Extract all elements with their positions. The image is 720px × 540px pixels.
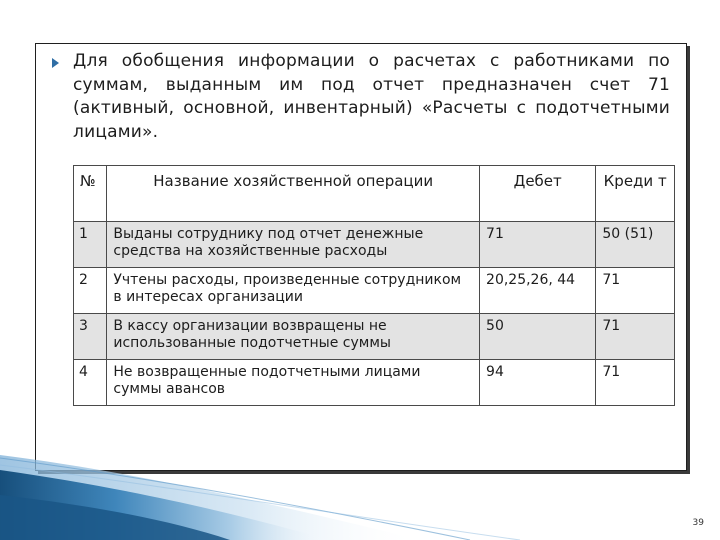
table-row xyxy=(74,222,675,268)
row-credit: 71 xyxy=(596,268,675,314)
row-debit: 50 xyxy=(480,314,596,360)
row-debit: 94 xyxy=(480,360,596,406)
row-debit: 71 xyxy=(480,222,596,268)
row-operation: Выданы сотруднику под отчет денежные средства на хозяйственные расходы xyxy=(107,222,480,268)
row-credit: 50 (51) xyxy=(596,222,675,268)
row-operation: Учтены расходы, произведенные сотрудником в интересах организации xyxy=(107,268,480,314)
header-operation-name: Название хозяйственной операции xyxy=(107,166,480,222)
row-debit: 20,25,26, 44 xyxy=(480,268,596,314)
intro-paragraph: Для обобщения информации о расчетах с работниками по суммам, выданным им под отчет предназначен счет 71 (активный, основной, инвентарный) «Расчеты с подотчетными лицами». xyxy=(73,51,670,142)
table-row xyxy=(74,360,675,406)
table-header-row xyxy=(74,166,675,222)
row-num: 4 xyxy=(74,360,107,406)
header-credit: Креди т xyxy=(596,166,675,222)
operations-table xyxy=(73,165,675,406)
row-operation: Не возвращенные подотчетными лицами суммы авансов xyxy=(107,360,480,406)
table-row xyxy=(74,314,675,360)
bullet-arrow-icon xyxy=(52,58,59,68)
row-operation: В кассу организации возвращены не использованные подотчетные суммы xyxy=(107,314,480,360)
row-credit: 71 xyxy=(596,360,675,406)
row-num: 2 xyxy=(74,268,107,314)
header-debit: Дебет xyxy=(480,166,596,222)
table-row xyxy=(74,268,675,314)
row-num: 3 xyxy=(74,314,107,360)
page-number: 39 xyxy=(692,518,704,528)
row-num: 1 xyxy=(74,222,107,268)
header-num: № xyxy=(74,166,107,222)
row-credit: 71 xyxy=(596,314,675,360)
